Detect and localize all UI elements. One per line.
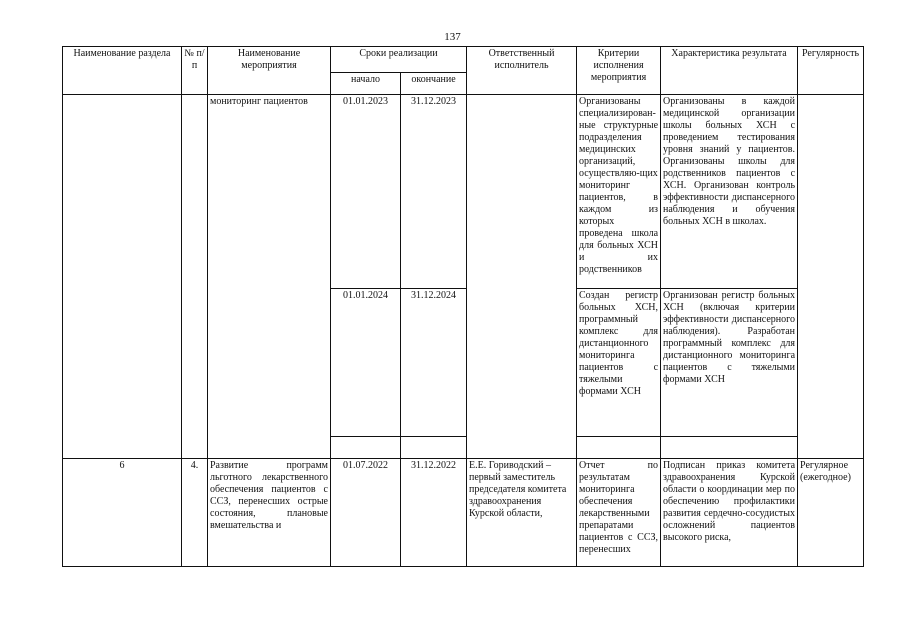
- table-row: [63, 459, 864, 567]
- cell-criteria: Организованы специализирован-ные структурные подразделения медицинских организаций, осуществляю-щих мониторинг пациентов, в каждом из которых проведена школа для больных ХСН и их родственников: [577, 95, 661, 289]
- cell-number: 4.: [182, 459, 208, 567]
- cell-result: Организованы в каждой медицинской организации школы больных ХСН с проведением тестирования уровня знаний у пациентов. Организованы школы для родственников пациентов с ХСН. Организован контроль эффективности диспансерного наблюдения и обучения больных ХСН в школах.: [661, 95, 798, 289]
- header-section-name: Наименование раздела: [63, 47, 182, 95]
- cell-section: 6: [63, 459, 182, 567]
- table-row: [63, 95, 864, 289]
- cell-start: 01.01.2023: [331, 95, 401, 289]
- cell-end: 31.12.2023: [401, 95, 467, 289]
- cell-result: Подписан приказ комитета здравоохранения Курской области о координации мер по обеспечению профилактики развития сердечно-сосудистых осложнений пациентов высокого риска,: [661, 459, 798, 567]
- cell-responsible: [467, 95, 577, 459]
- cell-criteria: Создан регистр больных ХСН, программный комплекс для дистанционного мониторинга пациентов с тяжелыми формами ХСН: [577, 289, 661, 437]
- cell-event: Развитие программ льготного лекарственного обеспечения пациентов с ССЗ, перенесших острые состояния, плановые вмешательства и: [208, 459, 331, 567]
- cell-event: мониторинг пациентов: [208, 95, 331, 459]
- header-responsible: Ответственный исполнитель: [467, 47, 577, 95]
- cell-empty: [661, 437, 798, 459]
- header-regularity: Регулярность: [798, 47, 864, 95]
- header-criteria: Критерии исполнения мероприятия: [577, 47, 661, 95]
- cell-end: 31.12.2022: [401, 459, 467, 567]
- page-number: 137: [444, 31, 461, 43]
- cell-result: Организован регистр больных ХСН (включая критерии эффективности диспансерного наблюдения). Разработан программный комплекс для дистанционного мониторинга пациентов с тяжелыми формами ХСН: [661, 289, 798, 437]
- cell-responsible: Е.Е. Гориводский – первый заместитель председателя комитета здравоохранения Курской области,: [467, 459, 577, 567]
- header-end: окончание: [401, 73, 467, 95]
- cell-empty: [577, 437, 661, 459]
- header-start: начало: [331, 73, 401, 95]
- cell-criteria: Отчет по результатам мониторинга обеспечения лекарственными препаратами пациентов с ССЗ, перенесших: [577, 459, 661, 567]
- cell-start: 01.01.2024: [331, 289, 401, 437]
- cell-empty: [331, 437, 401, 459]
- cell-start: 01.07.2022: [331, 459, 401, 567]
- header-result: Характеристика результата: [661, 47, 798, 95]
- cell-section: [63, 95, 182, 459]
- header-event-name: Наименование мероприятия: [208, 47, 331, 95]
- cell-number: [182, 95, 208, 459]
- plan-table: [62, 46, 864, 567]
- cell-regularity: Регулярное (ежегодное): [798, 459, 864, 567]
- cell-empty: [401, 437, 467, 459]
- cell-regularity: [798, 95, 864, 459]
- header-number: № п/п: [182, 47, 208, 95]
- header-period: Сроки реализации: [331, 47, 467, 73]
- cell-end: 31.12.2024: [401, 289, 467, 437]
